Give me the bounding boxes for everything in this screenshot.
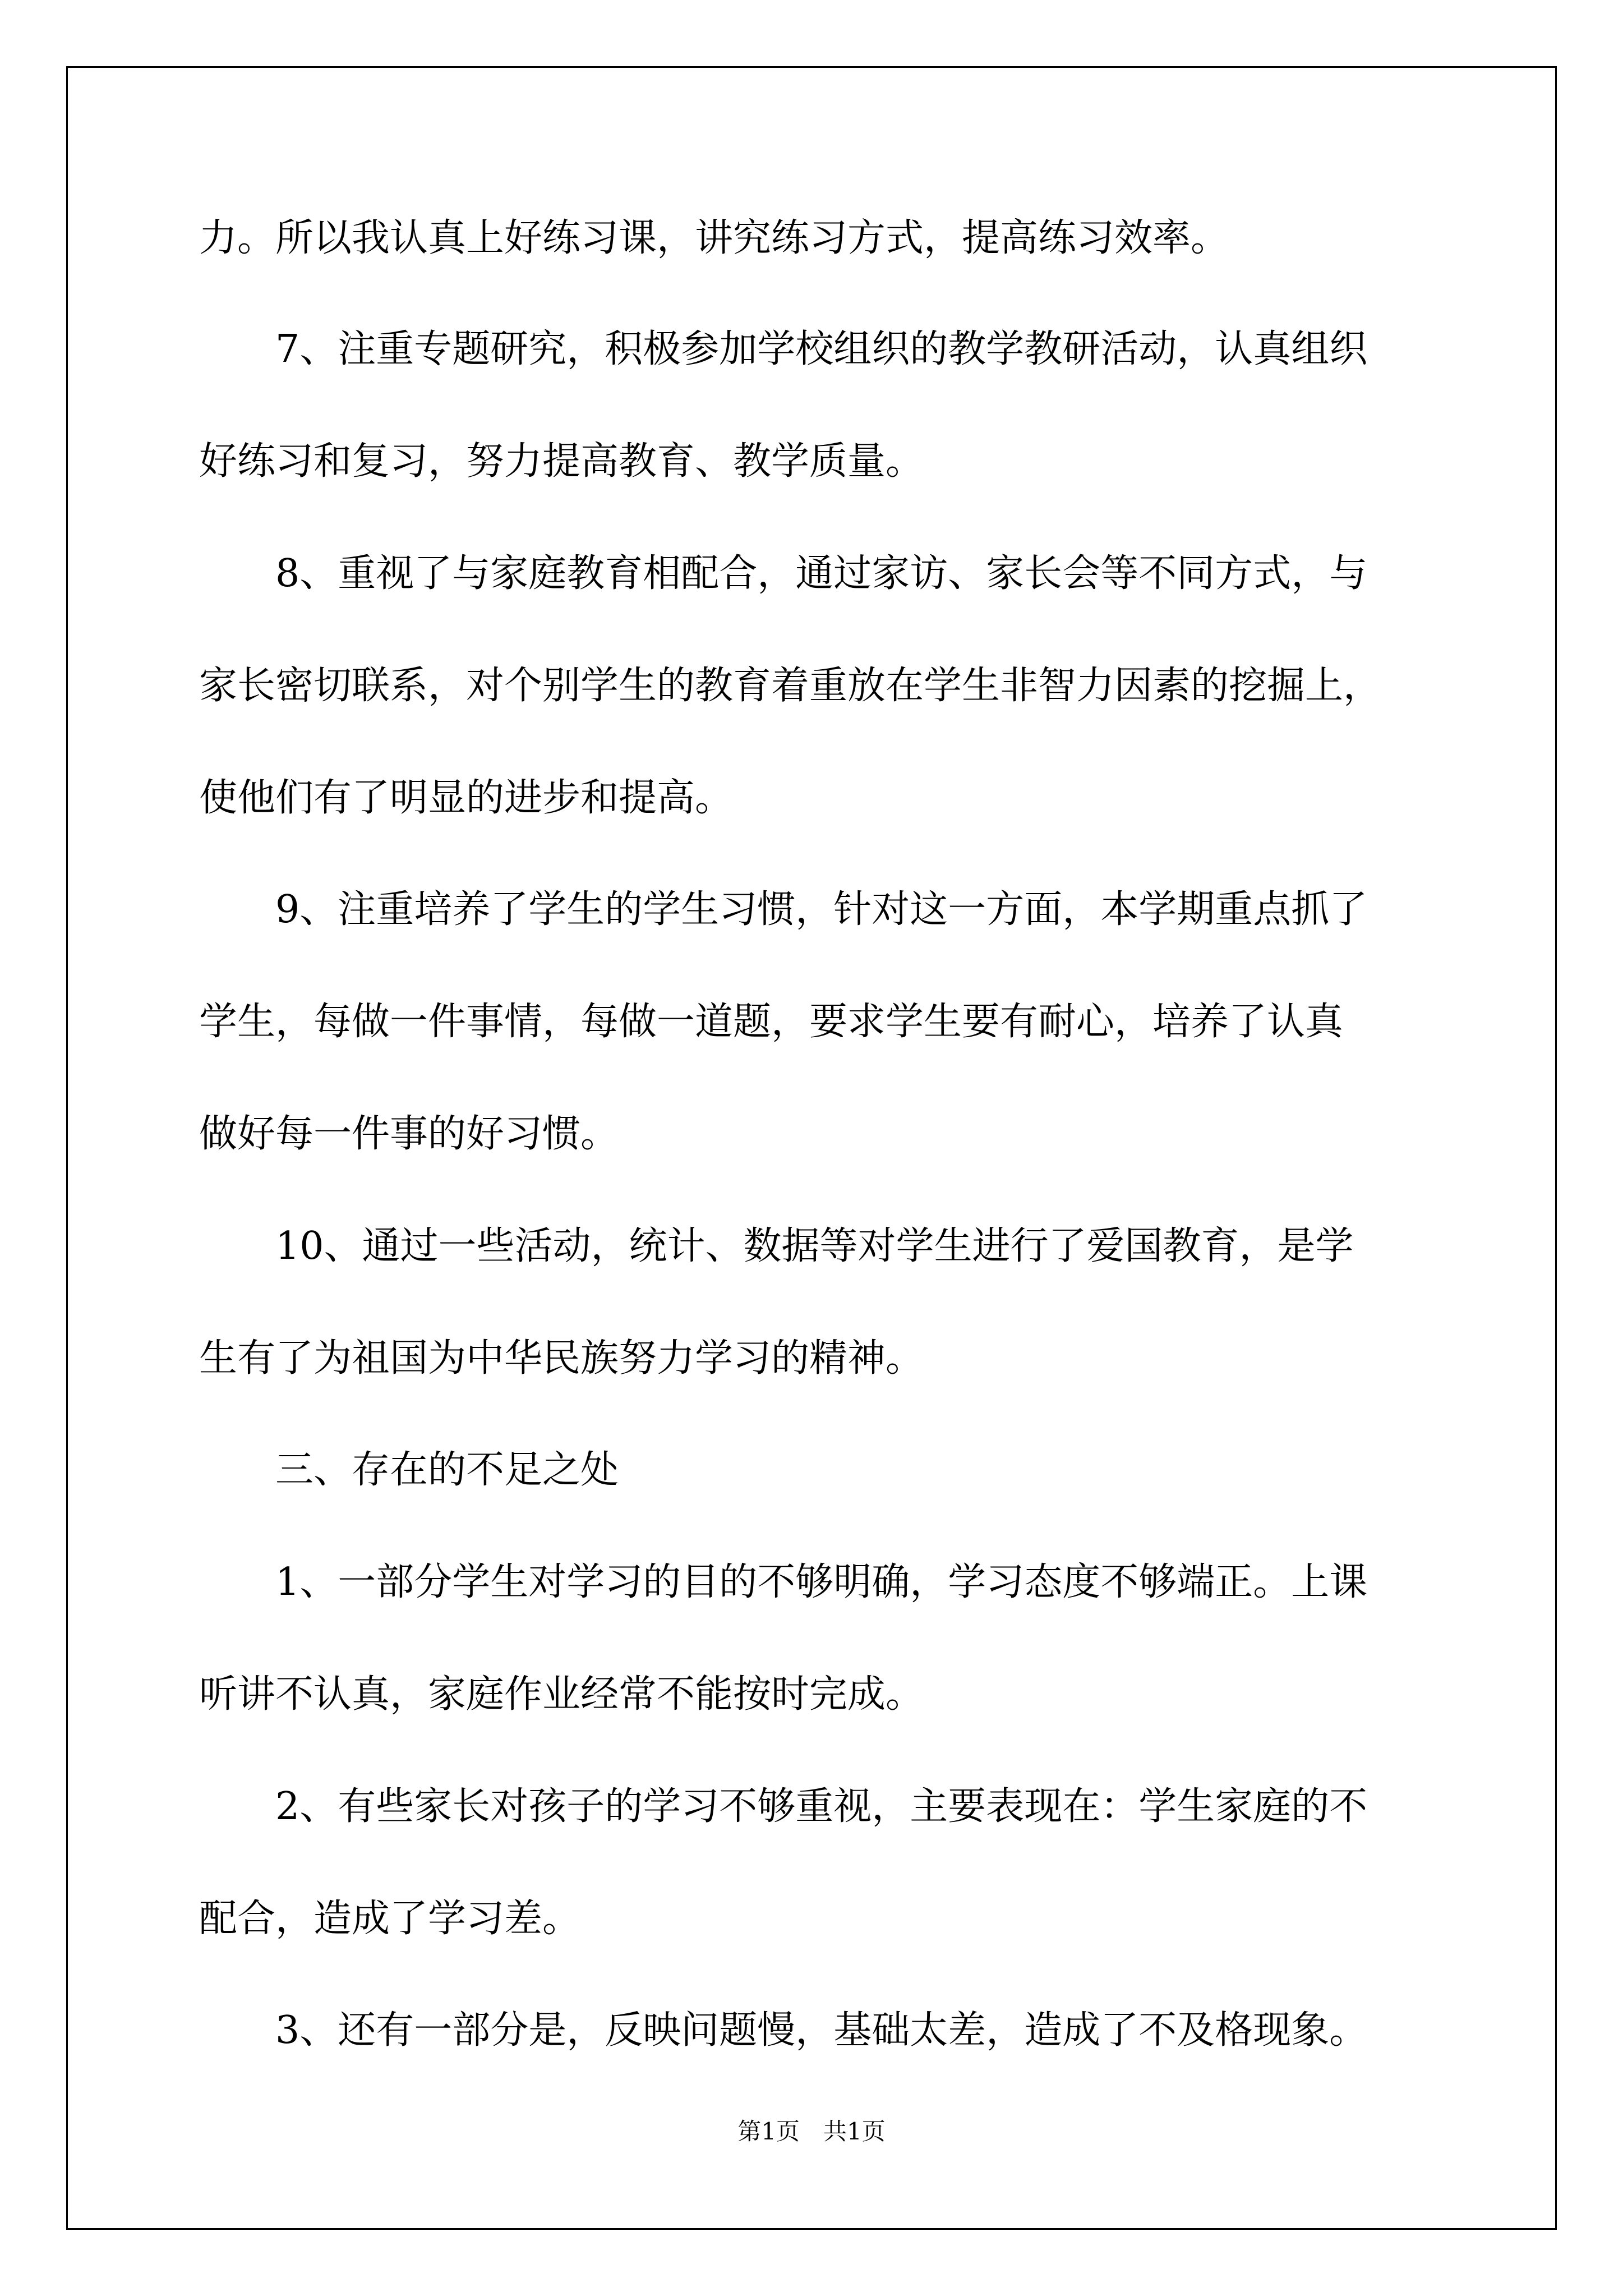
text-line: 学生，每做一件事情，每做一道题，要求学生要有耐心，培养了认真 <box>199 1000 1344 1044</box>
text-line: 好练习和复习，努力提高教育、教学质量。 <box>199 439 924 484</box>
text-line: 3、还有一部分是，反映问题慢，基础太差，造成了不及格现象。 <box>275 2008 1368 2053</box>
text-line: 听讲不认真，家庭作业经常不能按时完成。 <box>199 1672 924 1717</box>
section-heading: 三、存在的不足之处 <box>275 1448 619 1492</box>
text-line: 2、有些家长对孩子的学习不够重视，主要表现在：学生家庭的不 <box>275 1784 1368 1829</box>
text-line: 1、一部分学生对学习的目的不够明确，学习态度不够端正。上课 <box>275 1560 1368 1604</box>
text-line: 做好每一件事的好习惯。 <box>199 1112 619 1156</box>
text-line: 配合，造成了学习差。 <box>199 1897 581 1941</box>
text-line: 7、注重专题研究，积极参加学校组织的教学教研活动，认真组织 <box>275 327 1368 371</box>
text-line: 10、通过一些活动，统计、数据等对学生进行了爱国教育，是学 <box>275 1224 1354 1268</box>
text-line: 9、注重培养了学生的学生习惯，针对这一方面，本学期重点抓了 <box>275 887 1368 932</box>
text-line: 使他们有了明显的进步和提高。 <box>199 776 734 820</box>
text-line: 力。所以我认真上好练习课，讲究练习方式，提高练习效率。 <box>199 216 1229 260</box>
text-line: 生有了为祖国为中华民族努力学习的精神。 <box>199 1336 924 1381</box>
text-line: 家长密切联系，对个别学生的教育着重放在学生非智力因素的挖掘上， <box>199 664 1382 708</box>
text-line: 8、重视了与家庭教育相配合，通过家访、家长会等不同方式，与 <box>275 551 1368 596</box>
page-number-footer: 第1页 共1页 <box>737 2118 886 2145</box>
